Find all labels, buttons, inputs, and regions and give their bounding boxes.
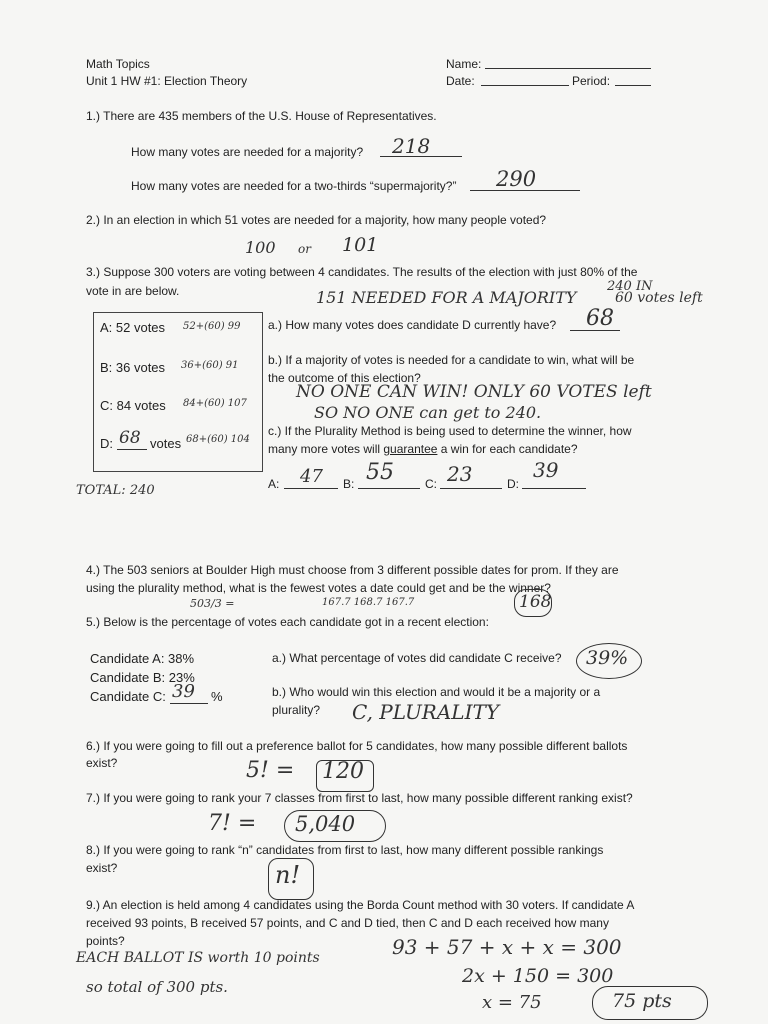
q3c-a-line — [284, 488, 338, 489]
q8-text-2: exist? — [86, 861, 118, 875]
q3c-b-line — [358, 488, 420, 489]
q3b-answer-2: SO NO ONE can get to 240. — [314, 403, 542, 422]
q3c-question-2: many more votes will guarantee a win for each candidate? — [268, 442, 578, 456]
q3-cand-d-work: 68+(60) 104 — [186, 434, 250, 445]
q5b-question-2: plurality? — [272, 703, 321, 717]
q9-note-2: so total of 300 pts. — [86, 978, 228, 996]
q5a-question: a.) What percentage of votes did candidate C receive? — [272, 651, 562, 665]
name-label: Name: — [446, 57, 482, 71]
q2-answer-2: 101 — [342, 234, 379, 256]
q9-answer: 75 pts — [612, 990, 672, 1012]
q1-text: 1.) There are 435 members of the U.S. House of Representatives. — [86, 109, 437, 123]
q3-cand-c: C: 84 votes — [100, 398, 166, 413]
q3-cand-d-line — [117, 449, 147, 450]
q2-text: 2.) In an election in which 51 votes are needed for a majority, how many people voted? — [86, 213, 547, 227]
q3a-question: a.) How many votes does candidate D currently have? — [268, 318, 557, 332]
q3c-c-value: 23 — [447, 462, 473, 486]
q9-equation-3: x = 75 — [482, 992, 542, 1013]
q3-majority-note: 151 NEEDED FOR A MAJORITY — [316, 288, 577, 307]
q9-note-1: EACH BALLOT IS worth 10 points — [76, 950, 320, 966]
q4-text-2: using the plurality method, what is the fewest votes a date could get and be the winner? — [86, 581, 551, 595]
q3-text-1: 3.) Suppose 300 voters are voting between 4 candidates. The results of the election with just 80% of the — [86, 265, 638, 279]
q4-work-values: 167.7 168.7 167.7 — [322, 597, 415, 608]
q3-text-2: vote in are below. — [86, 284, 180, 298]
q7-answer: 5,040 — [295, 812, 356, 836]
q6-answer: 120 — [322, 759, 364, 784]
q9-text-3: points? — [86, 934, 125, 948]
q5-cand-c-line — [170, 703, 208, 704]
q1a-answer: 218 — [392, 134, 431, 158]
q3-note-60-left: 60 votes left — [615, 290, 703, 306]
period-label: Period: — [572, 74, 611, 88]
q7-work: 7! = — [208, 811, 257, 836]
q1a-question: How many votes are needed for a majority? — [131, 145, 364, 159]
q3c-b-value: 55 — [366, 460, 394, 485]
unit-title: Unit 1 HW #1: Election Theory — [86, 74, 248, 88]
q3-cand-d-votes: votes — [150, 436, 182, 451]
q3-cand-a: A: 52 votes — [100, 320, 166, 335]
q8-text-1: 8.) If you were going to rank “n” candidates from first to last, how many different possible rankings — [86, 843, 604, 857]
q6-text-1: 6.) If you were going to fill out a preference ballot for 5 candidates, how many possible different ballots — [86, 739, 628, 753]
q7-text: 7.) If you were going to rank your 7 classes from first to last, how many possible different ranking exist? — [86, 791, 633, 805]
q4-answer: 168 — [519, 592, 552, 612]
q4-work: 503/3 = — [190, 597, 235, 610]
q5b-question-1: b.) Who would win this election and would it be a majority or a — [272, 685, 601, 699]
date-field[interactable] — [481, 85, 569, 86]
course-title: Math Topics — [86, 57, 150, 71]
q3-cand-b: B: 36 votes — [100, 360, 166, 375]
q3-cand-d-value: 68 — [119, 428, 141, 448]
q9-equation-1: 93 + 57 + x + x = 300 — [392, 935, 622, 959]
q5-text: 5.) Below is the percentage of votes each candidate got in a recent election: — [86, 615, 489, 629]
q3-note-240: 240 IN — [607, 279, 653, 294]
q3-cand-c-work: 84+(60) 107 — [183, 398, 247, 409]
q2-answer-1: 100 — [245, 238, 276, 257]
q5b-answer: C, PLURALITY — [352, 700, 500, 724]
q5-cand-c-label: Candidate C: — [90, 689, 166, 704]
q2-or: or — [298, 242, 311, 256]
q3c-b-label: B: — [343, 477, 355, 491]
q5a-answer: 39% — [586, 647, 629, 669]
q3c-d-label: D: — [507, 477, 519, 491]
q8-answer: n! — [275, 861, 301, 889]
q5-cand-b: Candidate B: 23% — [90, 670, 195, 685]
q9-text-2: received 93 points, B received 57 points, and C and D tied, then C and D each received how many — [86, 916, 609, 930]
q1b-answer: 290 — [496, 167, 537, 191]
q9-text-1: 9.) An election is held among 4 candidates using the Borda Count method with 30 voters. If candidate A — [86, 898, 635, 912]
q3-total: TOTAL: 240 — [76, 483, 155, 498]
q3-cand-b-work: 36+(60) 91 — [181, 360, 239, 371]
q3c-a-label: A: — [268, 477, 280, 491]
q3a-answer: 68 — [586, 306, 614, 331]
q6-work: 5! = — [246, 758, 295, 783]
q3c-a-value: 47 — [300, 466, 323, 487]
q3c-question-1: c.) If the Plurality Method is being used to determine the winner, how — [268, 424, 632, 438]
period-field[interactable] — [615, 85, 651, 86]
q3b-question-1: b.) If a majority of votes is needed for a candidate to win, what will be — [268, 353, 635, 367]
q3-cand-d-label: D: — [100, 436, 113, 451]
name-field[interactable] — [485, 68, 651, 69]
q3c-c-label: C: — [425, 477, 437, 491]
q5-cand-c-value: 39 — [172, 681, 195, 702]
q9-equation-2: 2x + 150 = 300 — [462, 965, 614, 987]
q3-cand-a-work: 52+(60) 99 — [183, 321, 241, 332]
q3c-d-value: 39 — [533, 458, 559, 482]
q6-text-2: exist? — [86, 756, 118, 770]
q3b-answer-1: NO ONE CAN WIN! ONLY 60 VOTES left — [296, 382, 652, 402]
q4-text-1: 4.) The 503 seniors at Boulder High must choose from 3 different possible dates for prom. If they are — [86, 563, 619, 577]
q3b-question-2: the outcome of this election? — [268, 371, 421, 385]
q1b-question: How many votes are needed for a two-thirds “supermajority?” — [131, 179, 457, 193]
q3c-d-line — [522, 488, 586, 489]
date-label: Date: — [446, 74, 475, 88]
q5-cand-a: Candidate A: 38% — [90, 651, 195, 666]
q5-cand-c-percent: % — [211, 689, 223, 704]
q3c-c-line — [440, 488, 502, 489]
